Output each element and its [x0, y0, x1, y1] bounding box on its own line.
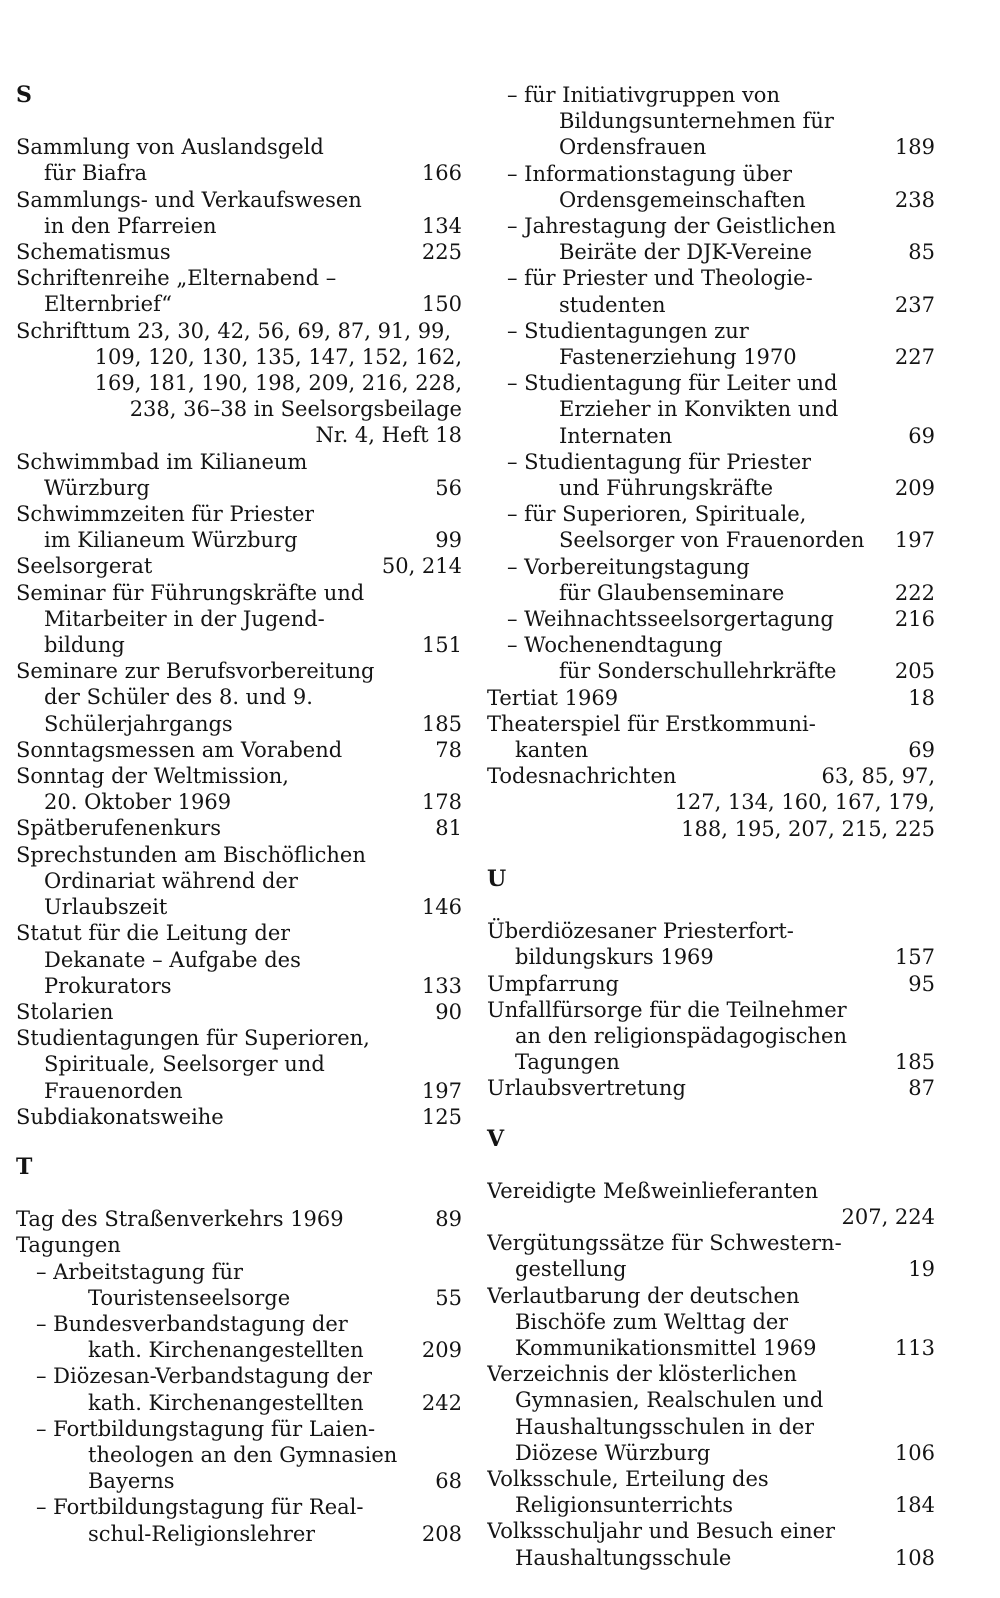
entry-text: und Führungskräfte [559, 476, 774, 501]
index-entry [16, 580, 462, 659]
section-heading-u: U [487, 865, 507, 892]
entry-text: studenten [559, 292, 666, 317]
entry-text: Bayerns [88, 1469, 175, 1494]
page-ref: 209 [421, 1338, 462, 1363]
page-ref: 87 [908, 1076, 935, 1101]
entry-text: Würzburg [44, 475, 150, 500]
page-ref: 222 [894, 580, 935, 605]
entry-text: Vereidigte Meßweinlieferanten [487, 1178, 819, 1203]
index-entry [16, 658, 462, 737]
entry-text: Seelsorgerat [16, 554, 153, 579]
entry-text: gestellung [515, 1257, 627, 1282]
entry-text: Haushaltungsschule [515, 1545, 732, 1570]
index-entry [16, 187, 462, 239]
index-entry [16, 999, 462, 1025]
entry-text: bildung [44, 633, 125, 658]
entry-text: – für Initiativgruppen von [507, 83, 780, 107]
entry-text: Umpfarrung [487, 971, 619, 996]
entry-text: Sonntagsmessen am Vorabend [16, 737, 343, 762]
entry-text: Elternbrief“ [44, 292, 172, 317]
entry-text: – Vorbereitungstagung [507, 554, 750, 579]
index-entry [487, 1230, 935, 1282]
entry-text: Tagungen [16, 1233, 121, 1258]
index-entry [487, 1178, 935, 1230]
page-ref: 108 [894, 1545, 935, 1570]
page-ref: 189 [894, 135, 935, 160]
entry-text: Urlaubszeit [44, 895, 168, 920]
entry-text: Theaterspiel für Erstkommuni- [487, 711, 816, 736]
entry-text: Schematismus [16, 240, 171, 265]
entry-text: für Biafra [44, 161, 148, 186]
page-ref: 50, 214 [381, 554, 462, 579]
entry-text: – für Superioren, Spirituale, [507, 502, 807, 527]
page-ref: 208 [421, 1521, 462, 1546]
entry-text: Sammlung von Auslandsgeld [16, 135, 324, 160]
index-entry [16, 763, 462, 815]
entry-text: Frauenorden [44, 1078, 183, 1103]
entry-text: Mitarbeiter in der Jugend- [44, 606, 325, 631]
entry-text: – Studientagung für Priester [507, 449, 812, 474]
index-entry [487, 711, 935, 763]
entry-text: – Wochenendtagung [507, 633, 723, 658]
entry-text: Stolarien [16, 999, 114, 1024]
index-entry [487, 971, 935, 997]
page-ref: 89 [435, 1207, 462, 1232]
entry-text: bildungskurs 1969 [515, 945, 714, 970]
index-entry [16, 553, 462, 579]
entry-text: Haushaltungsschulen in der [515, 1414, 815, 1439]
entry-text: Seminare zur Berufsvorbereitung [16, 659, 375, 684]
page-ref: 209 [894, 476, 935, 501]
sub-entry [16, 1311, 462, 1363]
index-entry [16, 265, 462, 317]
index-entry [16, 449, 462, 501]
section-heading-v: V [487, 1125, 505, 1152]
index-entry [16, 134, 462, 186]
entry-text: Schwimmzeiten für Priester [16, 502, 315, 527]
index-entry [16, 1104, 462, 1130]
page-ref: 90 [435, 999, 462, 1024]
entry-text: – Fortbildungstagung für Laien- [36, 1416, 376, 1441]
sub-entry [16, 1259, 462, 1311]
entry-text: kanten [515, 738, 589, 763]
entry-text: Internaten [559, 423, 673, 448]
entry-text: Urlaubsvertretung [487, 1076, 686, 1101]
entry-text: 188, 195, 207, 215, 225 [681, 816, 935, 841]
entry-text: Schrifttum 23, 30, 42, 56, 69, 87, 91, 99, [16, 318, 452, 343]
page-ref: 125 [421, 1104, 462, 1129]
page-ref: 185 [894, 1050, 935, 1075]
index-entry [16, 1025, 462, 1104]
sub-entry [487, 318, 935, 370]
entry-text: Sammlungs- und Verkaufswesen [16, 187, 362, 212]
entry-text: Überdiözesaner Priesterfort- [487, 919, 794, 944]
index-entry [487, 1518, 935, 1570]
entry-text: Tertiat 1969 [487, 685, 619, 710]
sub-entry [16, 1416, 462, 1495]
entry-text: 109, 120, 130, 135, 147, 152, 162, [94, 344, 462, 369]
entry-text: Ordensfrauen [559, 135, 707, 160]
sub-entry [487, 265, 935, 317]
page-ref: 185 [421, 711, 462, 736]
entry-text: theologen an den Gymnasien [88, 1442, 398, 1467]
page-ref: 18 [908, 685, 935, 710]
page-ref: 151 [421, 633, 462, 658]
entry-text: Schriftenreihe „Elternabend – [16, 266, 337, 291]
entry-text: kath. Kirchenangestellten [88, 1338, 364, 1363]
entry-text: Ordinariat während der [44, 868, 298, 893]
entry-text: Schülerjahrgangs [44, 711, 233, 736]
page-ref: 56 [435, 475, 462, 500]
page-ref: 78 [435, 737, 462, 762]
index-entry [16, 239, 462, 265]
entry-text: Studientagungen für Superioren, [16, 1026, 370, 1051]
entry-text: kath. Kirchenangestellten [88, 1390, 364, 1415]
entry-text: Gymnasien, Realschulen und [515, 1388, 824, 1413]
entry-text: – Weihnachtsseelsorgertagung [507, 607, 834, 632]
entry-text: 127, 134, 160, 167, 179, [674, 790, 935, 815]
entry-text: Vergütungssätze für Schwestern- [487, 1231, 842, 1256]
entry-text: Tagungen [515, 1050, 620, 1075]
entry-text: Diözese Würzburg [515, 1440, 711, 1465]
sub-entry [16, 1363, 462, 1415]
entry-text: – Fortbildungstagung für Real- [36, 1495, 364, 1520]
index-entry [487, 997, 935, 1076]
entry-text: im Kilianeum Würzburg [44, 528, 298, 553]
entry-text: – Informationstagung über [507, 161, 792, 186]
page-ref: 237 [894, 292, 935, 317]
entry-text: der Schüler des 8. und 9. [44, 685, 313, 710]
entry-text: – Diözesan-Verbandstagung der [36, 1364, 373, 1389]
page-ref: 134 [421, 213, 462, 238]
entry-text: Spätberufenenkurs [16, 816, 221, 841]
index-entry [16, 920, 462, 999]
entry-text: Spirituale, Seelsorger und [44, 1052, 325, 1077]
entry-text: Bildungsunternehmen für [559, 109, 834, 134]
index-entry [16, 815, 462, 841]
entry-text: in den Pfarreien [44, 213, 217, 238]
sub-entry [487, 213, 935, 265]
entry-text: Nr. 4, Heft 18 [315, 423, 462, 448]
entry-text: Verlautbarung der deutschen [487, 1283, 800, 1308]
page-ref: 95 [908, 971, 935, 996]
entry-text: Touristenseelsorge [88, 1285, 291, 1310]
page-ref: 68 [435, 1469, 462, 1494]
entry-text: Todesnachrichten [487, 764, 677, 789]
entry-text: Prokurators [44, 973, 172, 998]
index-entry [16, 737, 462, 763]
page-ref: 85 [908, 240, 935, 265]
page-ref: 178 [421, 790, 462, 815]
index-entry [16, 501, 462, 553]
entry-text: Unfallfürsorge für die Teilnehmer [487, 997, 847, 1022]
index-entry [487, 685, 935, 711]
index-entry [16, 842, 462, 921]
entry-text: Schwimmbad im Kilianeum [16, 449, 308, 474]
entry-text: 20. Oktober 1969 [44, 790, 232, 815]
page-ref: 81 [435, 816, 462, 841]
index-entry [487, 763, 935, 842]
entry-text: – Studientagungen zur [507, 318, 749, 343]
index-entry [487, 1283, 935, 1362]
page-ref: 19 [908, 1257, 935, 1282]
sub-entry [487, 161, 935, 213]
index-entry [16, 1232, 462, 1258]
entry-text: Erzieher in Konvikten und [559, 397, 839, 422]
entry-text: – Jahrestagung der Geistlichen [507, 214, 836, 239]
entry-text: Bischöfe zum Welttag der [515, 1309, 789, 1334]
page-ref: 106 [894, 1440, 935, 1465]
entry-text: Volksschule, Erteilung des [487, 1466, 769, 1491]
entry-text: Seelsorger von Frauenorden [559, 528, 865, 553]
page-ref: 113 [894, 1335, 935, 1360]
entry-text: – Studientagung für Leiter und [507, 371, 838, 396]
entry-text: 238, 36–38 in Seelsorgsbeilage [129, 397, 462, 422]
sub-entry [487, 82, 935, 161]
page-ref: 197 [421, 1078, 462, 1103]
page-ref: 207, 224 [841, 1204, 935, 1229]
page-ref: 146 [421, 895, 462, 920]
entry-text: für Glaubenseminare [559, 580, 785, 605]
index-entry [487, 1075, 935, 1101]
page-ref: 225 [421, 240, 462, 265]
entry-text: Verzeichnis der klösterlichen [487, 1362, 797, 1387]
entry-text: Sonntag der Weltmission, [16, 764, 289, 789]
page-ref: 99 [435, 528, 462, 553]
section-heading-s: S [16, 82, 32, 108]
page-ref: 242 [421, 1390, 462, 1415]
page-ref: 133 [421, 973, 462, 998]
entry-text: Beiräte der DJK-Vereine [559, 240, 813, 265]
sub-entry [487, 501, 935, 553]
page-ref: 184 [894, 1493, 935, 1518]
section-heading-t: T [16, 1153, 33, 1180]
index-entry [487, 918, 935, 970]
page-ref: 69 [908, 423, 935, 448]
sub-entry [487, 554, 935, 606]
entry-text: Seminar für Führungskräfte und [16, 580, 365, 605]
entry-text: Fastenerziehung 1970 [559, 345, 797, 370]
page-ref: 63, 85, 97, [821, 764, 935, 789]
page-ref: 238 [894, 187, 935, 212]
index-entry [487, 1466, 935, 1518]
page-ref: 216 [894, 607, 935, 632]
sub-entry [16, 1494, 462, 1546]
left-column [16, 82, 462, 1547]
right-column [487, 82, 935, 1571]
page-ref: 197 [894, 528, 935, 553]
entry-text: für Sonderschullehrkräfte [559, 659, 837, 684]
sub-entry [487, 370, 935, 449]
entry-text: Subdiakonatsweihe [16, 1104, 224, 1129]
entry-text: Volksschuljahr und Besuch einer [487, 1519, 836, 1544]
index-entry [16, 1206, 462, 1232]
entry-text: Sprechstunden am Bischöflichen [16, 842, 366, 867]
page-ref: 157 [894, 945, 935, 970]
page-ref: 150 [421, 292, 462, 317]
sub-entry [487, 606, 935, 632]
entry-text: Statut für die Leitung der [16, 921, 291, 946]
entry-text: Kommunikationsmittel 1969 [515, 1335, 817, 1360]
index-entry [16, 318, 462, 449]
entry-text: 169, 181, 190, 198, 209, 216, 228, [94, 371, 462, 396]
entry-text: an den religionspädagogischen [515, 1023, 847, 1048]
page-ref: 227 [894, 345, 935, 370]
entry-text: Religionsunterrichts [515, 1493, 733, 1518]
entry-text: Tag des Straßenverkehrs 1969 [16, 1207, 344, 1232]
sub-entry [487, 632, 935, 684]
page-ref: 55 [435, 1285, 462, 1310]
entry-text: Ordensgemeinschaften [559, 187, 806, 212]
page-ref: 69 [908, 738, 935, 763]
entry-text: Dekanate – Aufgabe des [44, 947, 301, 972]
page-ref: 205 [894, 659, 935, 684]
entry-text: schul-Religionslehrer [88, 1521, 316, 1546]
entry-text: – Arbeitstagung für [36, 1259, 244, 1284]
page-ref: 166 [421, 161, 462, 186]
index-entry [487, 1361, 935, 1466]
entry-text: – für Priester und Theologie- [507, 266, 813, 291]
sub-entry [487, 449, 935, 501]
entry-text: – Bundesverbandstagung der [36, 1311, 348, 1336]
